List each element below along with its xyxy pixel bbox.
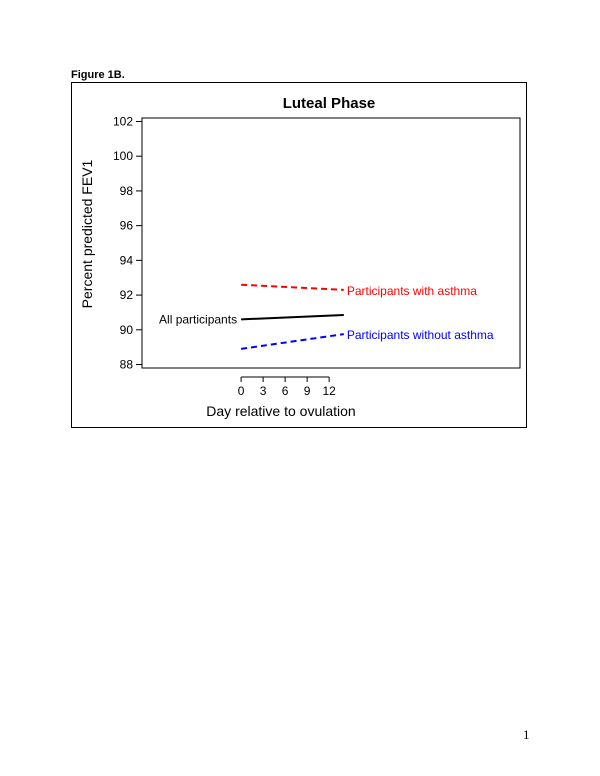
series-labels xyxy=(159,284,494,342)
y-tick-label: 96 xyxy=(119,218,133,233)
y-tick-label: 88 xyxy=(119,357,133,372)
figure-caption: Figure 1B. xyxy=(71,69,125,81)
y-tick-label: 94 xyxy=(119,253,133,268)
x-tick-label: 3 xyxy=(259,384,267,398)
x-axis-label: Day relative to ovulation xyxy=(206,403,356,419)
x-tick-label: 12 xyxy=(322,384,336,398)
chart xyxy=(71,82,527,428)
x-tick-label: 9 xyxy=(303,384,311,398)
series-label: Participants with asthma xyxy=(346,283,477,298)
x-axis xyxy=(238,377,336,398)
page-number: 1 xyxy=(523,727,530,742)
series-line xyxy=(241,334,344,349)
series-line xyxy=(241,315,344,319)
y-axis-label: Percent predicted FEV1 xyxy=(79,159,95,309)
y-tick-label: 98 xyxy=(119,183,133,198)
series-lines xyxy=(241,285,344,349)
series-line xyxy=(241,285,344,290)
series-label: All participants xyxy=(159,312,238,327)
y-tick-label: 100 xyxy=(112,149,133,164)
y-tick-label: 92 xyxy=(119,288,133,303)
series-label: Participants without asthma xyxy=(346,328,494,343)
y-tick-label: 90 xyxy=(119,322,133,337)
x-tick-label: 0 xyxy=(237,384,245,398)
y-axis xyxy=(113,114,142,371)
chart-title: Luteal Phase xyxy=(282,95,376,112)
x-tick-label: 6 xyxy=(281,384,289,398)
y-tick-label: 102 xyxy=(112,114,133,129)
